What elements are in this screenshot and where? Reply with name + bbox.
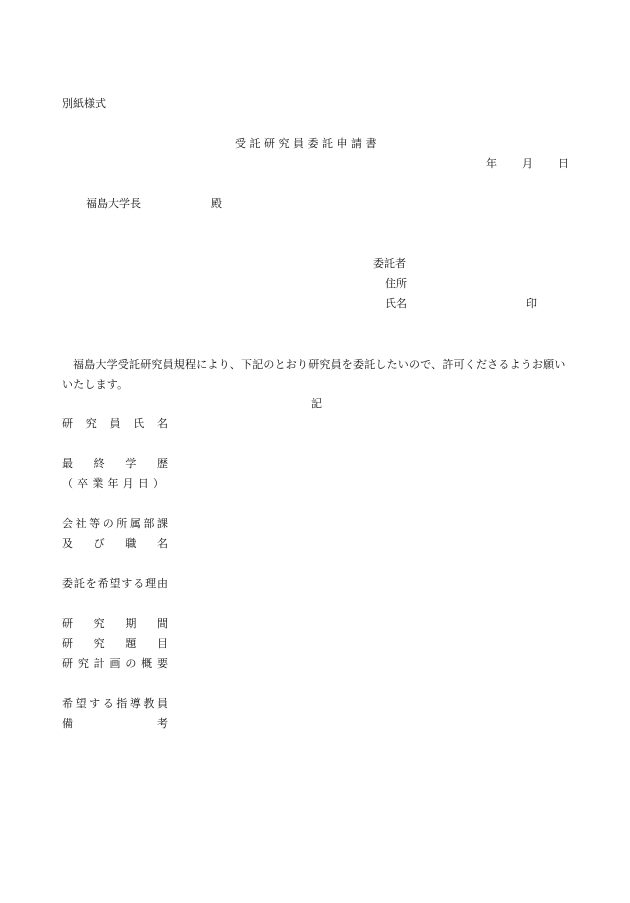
item-label-graduation: （ 卒 業 年 月 日 ） <box>62 477 164 490</box>
item-label-education: 最 終 学 歴 <box>62 457 168 470</box>
item-label-remarks: 備 考 <box>62 717 168 730</box>
request-body-text: 福島大学受託研究員規程により、下記のとおり研究員を委託したいので、許可くださるようお願いいたします。 <box>62 358 566 391</box>
date-month: 月 <box>522 157 533 170</box>
item-label-position: 及 び 職 名 <box>62 537 168 550</box>
record-mark: 記 <box>311 397 322 410</box>
item-label-period: 研 究 期 間 <box>62 617 168 630</box>
date-year: 年 <box>486 157 497 170</box>
item-label-reason: 委 託 を 希 望 す る 理 由 <box>62 577 168 590</box>
item-label-topic: 研 究 題 目 <box>62 637 168 650</box>
item-label-affiliation: 会 社 等 の 所 属 部 課 <box>62 517 168 530</box>
document-title: 受託研究員委託申請書 <box>235 137 380 150</box>
address-label: 住所 <box>385 277 407 290</box>
name-label: 氏名 <box>385 297 407 310</box>
item-label-name: 研 究 員 氏 名 <box>62 417 168 430</box>
form-type-label: 別紙様式 <box>62 97 106 110</box>
date-day: 日 <box>558 157 569 170</box>
addressee-honorific: 殿 <box>211 197 222 210</box>
client-label: 委託者 <box>373 257 406 270</box>
item-label-plan: 研 究 計 画 の 概 要 <box>62 657 168 670</box>
date-line <box>486 157 569 171</box>
addressee <box>86 197 222 211</box>
addressee-name: 福島大学長 <box>86 197 141 210</box>
item-label-advisor: 希 望 す る 指 導 教 員 <box>62 697 168 710</box>
seal-mark: 印 <box>526 297 537 310</box>
